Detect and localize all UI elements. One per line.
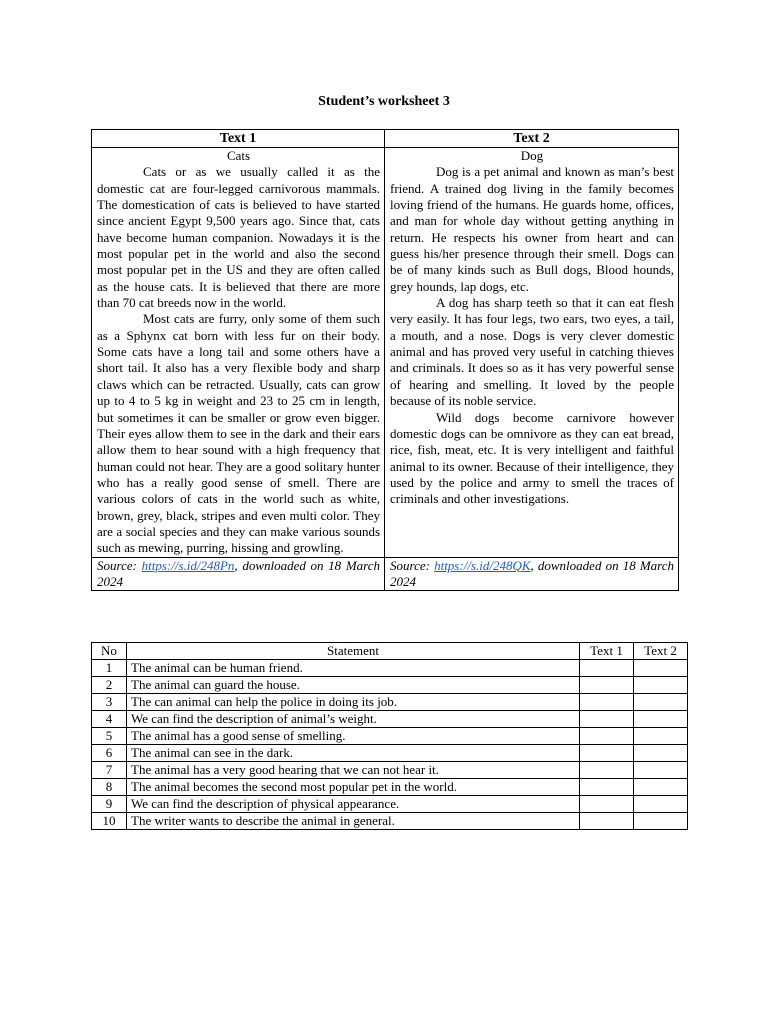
answer-cell-text2[interactable]	[634, 711, 688, 728]
row-statement: The animal has a good sense of smelling.	[127, 728, 580, 745]
answer-cell-text1[interactable]	[580, 728, 634, 745]
row-number: 7	[92, 762, 127, 779]
header-no: No	[92, 643, 127, 660]
answer-cell-text1[interactable]	[580, 694, 634, 711]
answer-cell-text1[interactable]	[580, 779, 634, 796]
statements-header-row	[92, 643, 688, 660]
answer-cell-text1[interactable]	[580, 813, 634, 830]
worksheet-title: Student’s worksheet 3	[318, 94, 450, 109]
row-statement: The animal has a very good hearing that we can not hear it.	[127, 762, 580, 779]
table-row	[92, 728, 688, 745]
source-suffix: , downloaded on 18 March 2024	[97, 557, 381, 589]
row-statement: We can find the description of physical appearance.	[127, 796, 580, 813]
table-row	[92, 762, 688, 779]
table-row	[92, 796, 688, 813]
answer-cell-text2[interactable]	[634, 813, 688, 830]
answer-cell-text1[interactable]	[580, 711, 634, 728]
text1-source-link[interactable]: https://s.id/248Pn	[141, 557, 235, 573]
answer-cell-text1[interactable]	[580, 745, 634, 762]
text1-animal-name: Cats	[226, 148, 251, 163]
answer-cell-text2[interactable]	[634, 762, 688, 779]
text2-paragraph: A dog has sharp teeth so that it can eat flesh very easily. It has four legs, two ears, two eyes, a tail, a mouth, and a nose. Dogs is very clever domestic animal and has proved very useful in catching thieves and criminals. It does so as it has very powerful sense of hearing and smelling. It loved by the people because of its noble service.	[390, 295, 674, 409]
texts-header-row	[92, 130, 679, 148]
row-statement: The can animal can help the police in doing its job.	[127, 694, 580, 711]
row-number: 2	[92, 677, 127, 694]
answer-cell-text1[interactable]	[580, 796, 634, 813]
answer-cell-text1[interactable]	[580, 677, 634, 694]
table-row	[92, 779, 688, 796]
answer-cell-text2[interactable]	[634, 779, 688, 796]
row-statement: The writer wants to describe the animal in general.	[127, 813, 580, 830]
header-text1: Text 1	[580, 643, 634, 660]
text2-body	[385, 148, 679, 558]
table-row	[92, 813, 688, 830]
row-statement: The animal can see in the dark.	[127, 745, 580, 762]
texts-source-row	[92, 557, 679, 590]
text1-header: Text 1	[92, 130, 385, 148]
answer-cell-text2[interactable]	[634, 660, 688, 677]
statements-table	[91, 642, 688, 830]
row-number: 6	[92, 745, 127, 762]
answer-cell-text2[interactable]	[634, 694, 688, 711]
row-number: 4	[92, 711, 127, 728]
text2-source-link[interactable]: https://s.id/248QK	[434, 557, 531, 573]
row-statement: We can find the description of animal’s weight.	[127, 711, 580, 728]
text2-animal-name: Dog	[520, 148, 544, 163]
text1-paragraph: Most cats are furry, only some of them such as a Sphynx cat born with less fur on their body. Some cats have a long tail and some others have a short tail. It also has a very flexible body and sharp claws which can be retracted. Usually, cats can grow up to 4 to 5 kg in weight and 23 to 25 cm in length, but sometimes it can be smaller or grow even bigger. Their eyes allow them to see in the dark and their ears allow them to hear sound with a high frequency that human could not hear. They are a good solitary hunter who has a really good sense of smell. There are various colors of cats in the world such as white, brown, grey, black, stripes and even multi color. They are a social species and they can make various sounds such as mewing, purring, hissing and growling.	[97, 311, 380, 556]
table-row	[92, 677, 688, 694]
source-prefix: Source:	[390, 557, 430, 573]
answer-cell-text1[interactable]	[580, 762, 634, 779]
source-prefix: Source:	[97, 557, 137, 573]
reading-texts-table	[91, 129, 679, 591]
text2-header: Text 2	[385, 130, 679, 148]
text2-paragraph: Wild dogs become carnivore however domestic dogs can be omnivore as they can eat bread, rice, fish, meat, etc. It is very intelligent and faithful animal to its owner. Because of their intelligence, they used by the police and army to smell the traces of criminals and other investigations.	[390, 409, 674, 507]
row-statement: The animal becomes the second most popular pet in the world.	[127, 779, 580, 796]
text1-body	[92, 148, 385, 558]
row-number: 8	[92, 779, 127, 796]
row-number: 3	[92, 694, 127, 711]
table-row	[92, 745, 688, 762]
text1-paragraph: Cats or as we usually called it as the domestic cat are four-legged carnivorous mammals. The domestication of cats is believed to have started since ancient Egypt 9,500 years ago. Since that, cats have become human companion. Nowadays it is the most popular pet in the world and also the second most popular pet in the US and they are often called as the house cats. It is believed that there are more than 70 cat breeds now in the world.	[97, 164, 380, 311]
answer-cell-text1[interactable]	[580, 660, 634, 677]
row-number: 9	[92, 796, 127, 813]
answer-cell-text2[interactable]	[634, 728, 688, 745]
row-number: 1	[92, 660, 127, 677]
answer-cell-text2[interactable]	[634, 745, 688, 762]
answer-cell-text2[interactable]	[634, 677, 688, 694]
table-row	[92, 711, 688, 728]
header-statement: Statement	[127, 643, 580, 660]
row-statement: The animal can guard the house.	[127, 677, 580, 694]
text2-source	[385, 557, 679, 590]
row-number: 5	[92, 728, 127, 745]
source-suffix: , downloaded on 18 March 2024	[390, 557, 674, 589]
text1-source	[92, 557, 385, 590]
texts-body-row	[92, 148, 679, 558]
answer-cell-text2[interactable]	[634, 796, 688, 813]
header-text2: Text 2	[634, 643, 688, 660]
row-number: 10	[92, 813, 127, 830]
table-row	[92, 660, 688, 677]
row-statement: The animal can be human friend.	[127, 660, 580, 677]
text2-paragraph: Dog is a pet animal and known as man’s best friend. A trained dog living in the family becomes loving friend of the humans. He guards home, offices, and man for whole day without getting anything in return. He respects his owner from heart and can guess his/her presence through their smell. Dogs can be of many kinds such as Bull dogs, Blood hounds, grey hounds, lap dogs, etc.	[390, 164, 674, 294]
table-row	[92, 694, 688, 711]
